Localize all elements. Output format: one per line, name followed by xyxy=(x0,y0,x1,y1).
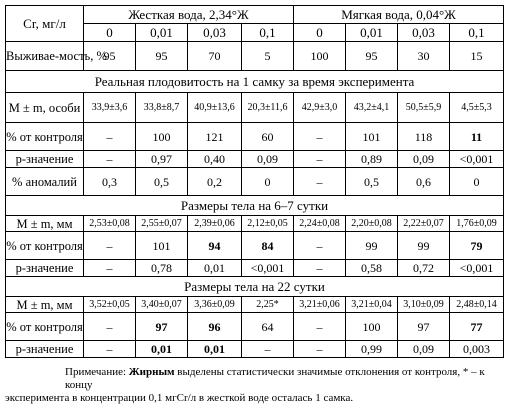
value-cell: 64 xyxy=(242,313,294,341)
value-cell: 2,25* xyxy=(242,297,294,313)
note-line1-rest: выделены статистически значимые отклонения от контроля, * – к концу xyxy=(65,366,485,391)
row-label: M ± m, мм xyxy=(6,216,84,232)
value-cell: – xyxy=(84,313,136,341)
section-title: Размеры тела на 22 сутки xyxy=(6,277,504,297)
value-cell: 0,09 xyxy=(242,151,294,168)
value-cell: – xyxy=(84,260,136,277)
value-cell: 100 xyxy=(346,313,398,341)
value-cell: 0 xyxy=(242,168,294,196)
value-cell: 94 xyxy=(188,232,242,260)
value-cell: 95 xyxy=(136,42,188,71)
value-cell: 2,53±0,08 xyxy=(84,216,136,232)
value-cell: 0,3 xyxy=(84,168,136,196)
value-cell: 0,09 xyxy=(398,341,450,358)
value-cell: 40,9±13,6 xyxy=(188,93,242,123)
value-cell: 118 xyxy=(398,123,450,151)
value-cell: 43,2±4,1 xyxy=(346,93,398,123)
value-cell: 97 xyxy=(398,313,450,341)
value-cell: 3,21±0,06 xyxy=(294,297,346,313)
value-cell: 99 xyxy=(398,232,450,260)
value-cell: 99 xyxy=(346,232,398,260)
value-cell: – xyxy=(294,232,346,260)
value-cell: 101 xyxy=(346,123,398,151)
table-note xyxy=(5,366,503,405)
row-fert-p xyxy=(6,151,504,168)
value-cell: – xyxy=(294,151,346,168)
value-cell: 5 xyxy=(242,42,294,71)
value-cell: – xyxy=(84,151,136,168)
section-title: Размеры тела на 6–7 сутки xyxy=(6,196,504,216)
value-cell: 95 xyxy=(346,42,398,71)
row-label: % от контроля xyxy=(6,123,84,151)
row-size7-p xyxy=(6,260,504,277)
value-cell: 0,01 xyxy=(188,341,242,358)
value-cell: – xyxy=(294,260,346,277)
row-fert-pct xyxy=(6,123,504,151)
conc-cell: 0,03 xyxy=(188,24,242,42)
header-row-groups xyxy=(6,6,504,24)
conc-cell: 0,1 xyxy=(450,24,504,42)
row-label: р-значение xyxy=(6,260,84,277)
group-hard: Жесткая вода, 2,34°Ж xyxy=(84,6,294,24)
section-row xyxy=(6,277,504,297)
value-cell: 1,76±0,09 xyxy=(450,216,504,232)
value-cell: 3,52±0,05 xyxy=(84,297,136,313)
value-cell: 2,39±0,06 xyxy=(188,216,242,232)
value-cell: 0,97 xyxy=(136,151,188,168)
value-cell: 70 xyxy=(188,42,242,71)
corner-cell: Cr, мг/л xyxy=(6,6,84,42)
value-cell: 33,9±3,6 xyxy=(84,93,136,123)
value-cell: 2,55±0,07 xyxy=(136,216,188,232)
note-bold-word: Жирным xyxy=(128,366,175,378)
group-soft: Мягкая вода, 0,04°Ж xyxy=(294,6,504,24)
value-cell: 60 xyxy=(242,123,294,151)
value-cell: 33,8±8,7 xyxy=(136,93,188,123)
value-cell: 0,5 xyxy=(136,168,188,196)
value-cell: 2,24±0,08 xyxy=(294,216,346,232)
row-label: р-значение xyxy=(6,341,84,358)
value-cell: 79 xyxy=(450,232,504,260)
value-cell: 95 xyxy=(84,42,136,71)
value-cell: <0,001 xyxy=(242,260,294,277)
conc-cell: 0,01 xyxy=(346,24,398,42)
value-cell: 77 xyxy=(450,313,504,341)
value-cell: 121 xyxy=(188,123,242,151)
row-label: % от контроля xyxy=(6,313,84,341)
value-cell: 20,3±11,6 xyxy=(242,93,294,123)
value-cell: 50,5±5,9 xyxy=(398,93,450,123)
value-cell: – xyxy=(84,341,136,358)
row-label: M ± m, мм xyxy=(6,297,84,313)
value-cell: 3,36±0,09 xyxy=(188,297,242,313)
value-cell: 2,48±0,14 xyxy=(450,297,504,313)
row-fert-mean xyxy=(6,93,504,123)
value-cell: 0,99 xyxy=(346,341,398,358)
row-label: % аномалий xyxy=(6,168,84,196)
row-label: Выживае-мость, % xyxy=(6,42,84,71)
value-cell: 97 xyxy=(136,313,188,341)
row-label: M ± m, особи xyxy=(6,93,84,123)
value-cell: – xyxy=(294,168,346,196)
value-cell: 2,22±0,07 xyxy=(398,216,450,232)
note-line2: эксперимента в концентрации 0,1 мгCr/л в жесткой воде осталась 1 самка. xyxy=(5,392,354,404)
value-cell: 0,01 xyxy=(136,341,188,358)
value-cell: 0,09 xyxy=(398,151,450,168)
conc-cell: 0,03 xyxy=(398,24,450,42)
value-cell: – xyxy=(294,313,346,341)
value-cell: 4,5±5,3 xyxy=(450,93,504,123)
value-cell: 100 xyxy=(136,123,188,151)
value-cell: 42,9±3,0 xyxy=(294,93,346,123)
section-row xyxy=(6,196,504,216)
note-prefix: Примечание: xyxy=(65,366,129,378)
section-row xyxy=(6,71,504,93)
value-cell: 0,78 xyxy=(136,260,188,277)
value-cell: 0,58 xyxy=(346,260,398,277)
conc-cell: 0,1 xyxy=(242,24,294,42)
value-cell: 2,12±0,05 xyxy=(242,216,294,232)
value-cell: <0,001 xyxy=(450,260,504,277)
value-cell: 0,003 xyxy=(450,341,504,358)
value-cell: 3,10±0,09 xyxy=(398,297,450,313)
results-table xyxy=(5,5,504,358)
value-cell: – xyxy=(242,341,294,358)
row-size22-mean xyxy=(6,297,504,313)
value-cell: 15 xyxy=(450,42,504,71)
row-size7-pct xyxy=(6,232,504,260)
value-cell: – xyxy=(84,123,136,151)
value-cell: 11 xyxy=(450,123,504,151)
value-cell: – xyxy=(294,341,346,358)
row-size22-p xyxy=(6,341,504,358)
value-cell: 0,6 xyxy=(398,168,450,196)
row-label: р-значение xyxy=(6,151,84,168)
value-cell: 0,40 xyxy=(188,151,242,168)
conc-cell: 0 xyxy=(84,24,136,42)
value-cell: – xyxy=(84,232,136,260)
row-survival xyxy=(6,42,504,71)
value-cell: 96 xyxy=(188,313,242,341)
value-cell: 3,21±0,04 xyxy=(346,297,398,313)
row-size7-mean xyxy=(6,216,504,232)
row-label: % от контроля xyxy=(6,232,84,260)
value-cell: 3,40±0,07 xyxy=(136,297,188,313)
value-cell: 0,01 xyxy=(188,260,242,277)
value-cell: 0,5 xyxy=(346,168,398,196)
conc-cell: 0 xyxy=(294,24,346,42)
row-size22-pct xyxy=(6,313,504,341)
value-cell: 84 xyxy=(242,232,294,260)
value-cell: 0,89 xyxy=(346,151,398,168)
row-anomaly xyxy=(6,168,504,196)
value-cell: 0,2 xyxy=(188,168,242,196)
value-cell: 0 xyxy=(450,168,504,196)
value-cell: 101 xyxy=(136,232,188,260)
value-cell: 2,20±0,08 xyxy=(346,216,398,232)
value-cell: <0,001 xyxy=(450,151,504,168)
value-cell: – xyxy=(294,123,346,151)
value-cell: 0,72 xyxy=(398,260,450,277)
conc-cell: 0,01 xyxy=(136,24,188,42)
section-title: Реальная плодовитость на 1 самку за время эксперимента xyxy=(6,71,504,93)
value-cell: 30 xyxy=(398,42,450,71)
value-cell: 100 xyxy=(294,42,346,71)
